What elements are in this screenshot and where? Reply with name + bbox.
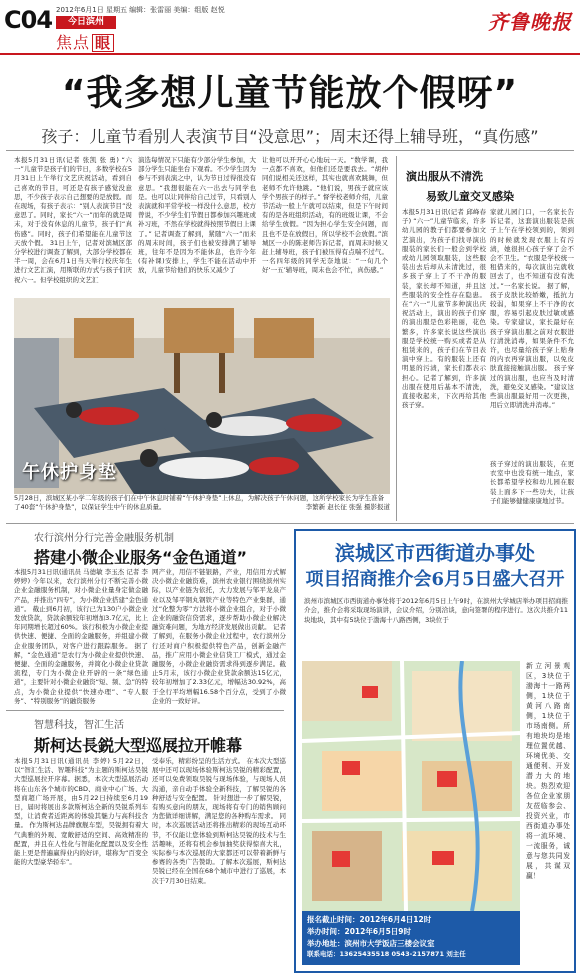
- ad-phone: 联系电话：13625435518 0543-2157871 刘主任: [307, 950, 466, 958]
- sidebar-title-1: 演出服从不清洗: [406, 170, 483, 183]
- divider: [6, 523, 574, 524]
- sidebar-body-col1: 本报5月31日讯(记者 邱峰春子) “六一”儿童节临来，许多幼儿园的教子们都要参加文艺演出，为孩子们找寻演出服装的家长们一般会到学校或幼儿园领取服装，这些服装出去后却从未清洗过，很多孩子穿上了不干净的服装，家长却不知道，并且这些服装的安全性存在隐患。 在“六一”儿童节多种演出庆祝活动上，演出的孩子们穿的演出服是色彩艳丽，花色繁多，许多家长说这些演出服是学校统一购买或者是从租赁来的，孩子们在节目表演中穿上。有的服装上还有明显的污渍，家长们都表示担心。记者了解到，许多演出服在使用后基本不清洗，直接收起来，下次再给其他孩子穿。: [402, 208, 486, 410]
- article-a-body-col2: 网产业，用信不链银路，产业，用信用方式解决小微企业融资难，滨州农业银行围绕滨州实际，以产业链为依托，大力发展与邹平龙泉产业以及邹平钢丸钢铁产业等特色产业集群，通过“化整为零”方法将小微企业组合，对于小微企业的融资信贷需求，逐步帮助小微企业解决融资难问题，为地方经济发展做出贡献。 记者了解到，在服务小微企业过程中，农行滨州分行还对商户积极提供特色产品，创新金融产品，推广应用小微企业信贷工厂模式，通过金融服务，小微企业融资需求得到逐步满足。截止5月末，该行小微企业贷款余额达15亿元，较年初增加了2.33亿元，增幅达30.92%，高于全行平均增幅16.58个百分点，受到了小微企业的一致好评。: [152, 568, 286, 705]
- sidebar-title-2: 易致儿童交叉感染: [426, 190, 514, 203]
- issue-meta: 2012年6月1日 星期五 编辑：张雷丽 美编：组版 赵悦: [56, 6, 225, 14]
- lead-subhead: 孩子：儿童节看别人表演节目“没意思”；周末还得上辅导班，“真伤感”: [41, 127, 539, 146]
- page-number: C04: [4, 6, 53, 34]
- lead-body-col1: 本报5月31日讯(记者 张凯 张 勇) “六一”儿童节是孩子们的节日，多数学校在5月31日上午举行文艺庆祝活动，看到自己喜欢的节目，可还是有孩子感觉没意思，不少孩子表示自己想要的是放假。而在现场，有孩子表示：“别人表演节目”没意思了。同时，家长“六一”而年的就是周末，对于没有休息的儿童节，孩子们“真伤感”。同时，孩子们希望能在儿童节这天放个假。 31日上午，记者对滨城区部分学校进行调查了解到，大部分学校都在半一周，会在6月1日当天举行校庆年生进行文艺汇演，用斯联的方式与孩子们庆祝六一。但学校组织的文艺汇: [14, 156, 132, 284]
- ad-time: 举办时间：2012年6月5日9时: [307, 927, 412, 936]
- ad-body-right: 新立河景观区，3块位于渤海十一路两侧，1块位于黄河八路南侧，1块位于市场南侧。所有地块均是地理位置优越、环境优美、交通便利、开发潜力大的地块。热烈欢迎各位企业家朋友莅临参会、投资兴业，市西街道办事处将一流环境、一流服务，诚意与您共同发展，共谋双赢！: [526, 662, 570, 880]
- photo-overlay-title: 午休护身垫: [22, 462, 117, 483]
- lead-body-col3: 让他可以开开心心地玩一天。“数学课，我一点都不喜欢，但他们还是要我去。“胡仲同们说相关还这样，其实也就喜欢跳舞，但老师不允许他跳。“他们说，男孩子就应该学个男孩子的样子。” 督学校老师介绍，儿童节活动一般上午就可以结束，但是下午时间有的是各班组织活动，有的班级让课，不会给学生放假。“因为担心学生安全问题，而且也不是在放假日，所以学校不会放假。”滨城区一小的陈老师告诉记者，而周末时候又赶上辅导班，孩子们被压得有点喘不过气。一名四年级的同学无奈地说：“一旬几个好‘一五’辅导班，周末也会不忙，真伤感。”: [262, 156, 388, 275]
- masthead-logo: 齐鲁晚报: [488, 10, 572, 34]
- column-name-boxed: 眼: [92, 34, 114, 52]
- ad-body: 滨州市滨城区市西街道办事处将于2012年6月5日上午9时，在滨州大学城店举办项目招商推介会，推介会将采取现场演讲，会议介绍，分别洽谈，意向签署的程序进行。这次共推介11块地块，其中有5块位于渤海十八路西侧，3块位于: [304, 597, 568, 624]
- lead-headline: “我多想儿童节能放个假呀”: [61, 73, 519, 114]
- article-a-title: 搭建小微企业服务“金色通道”: [34, 548, 248, 567]
- ad-address: 举办地址：滨州市大学饭店三楼会议室: [307, 939, 435, 948]
- section-label: 今日滨州: [56, 16, 116, 29]
- sidebar-body-col2: 家就儿园门口，一名家长告诉记者，这套演出服装是孩子上午在学校领到的，领到的时候就发现衣服上有污渍，她很担心孩子穿了会不会不卫生。“衣服是学校统一租借来的，每次演出完就收回去了，也不知道有没有洗过。”一名家长说。 据了解，孩子皮肤比较娇嫩，抵抗力较弱，如果穿上不干净的衣服，容易引起皮肤过敏或感染。专家建议，家长最好在孩子穿演出服之前对衣服进行清洗消毒，如果条件不允许，也尽量给孩子穿上贴身的内衣再穿演出服，以免皮肤直接接触演出服。 孩子穿过的演出服，也应当及时清洗，避免交叉感染。“建议这些演出服最好用一次更换，用后立即清洗并消毒。”: [490, 208, 574, 410]
- article-a-kicker: 农行滨州分行完善金融服务机制: [34, 533, 174, 544]
- investment-ad: [294, 529, 576, 973]
- article-b-title: 斯柯达長鋭大型巡展拉开帷幕: [34, 736, 243, 755]
- article-b-body-col1: 本报5月31日讯(通讯员 李婷) 5月22日，以“智汇生活、智趣科技”为主题的斯柯达昊锐大型巡展拉开序幕。据悉，本次大型巡展活动将在山东各个城市的CBD、商业中心广场、大型商超广场开展，由5月22日持续至6月19日，届时将展出多款斯柯达全新的昊锐系列车型，让消费者近距离的体验其魅力与高科技含量。 作为斯柯达品牌旗舰车型，昊锐拥有着大气典雅的外观、宽敞舒适的空间、高效精准的配置，并且在人性化与智能化配置以及安全性能上更是普遍赢得业内的好评，堪称为“百变全能的大型豪华轿车”。: [14, 757, 148, 867]
- map-illustration: [302, 661, 520, 911]
- article-b-body-col2: 受奉乐，精彩纷呈的生活方式。 在本次大型巡展中还可以现场体验斯柯达昊锐的精彩配置，还可以免费领取昊锐与现场体验，与现场人员沟通，亲自动手体验全新科技，了解昊锐的各种舒适与安全配置。 针对想进一步了解昊锐，有购买意向的朋友，现场将有专门的销售顾问为您做详细讲解，满足您的各种购车需求。 同时，本次巡展活动还将推出精彩的现场互动环节，不仅能让您体验到斯柯达昊锐的技术与生活趣味，还将有机会参加抽奖获得惊喜大礼，实际参与本次巡展的大家都还可以带着新鲜与参赛的各类广告赞助。了解本次巡展，斯柯达昊锐已经在全国在68个城市中进行了巡展，本次于7月30日结束。: [152, 757, 286, 885]
- page-header: [0, 0, 580, 55]
- lead-body-col2: 演选每情况下只能有少部分学生参加，大部分学生只能坐台下观看。不少学生因为参与不到表演之中，认为节日过得很没有意思。“我想很能在六一出去与同学也是。也可以让同伴给自己过节，只看别人表演就和平常学校一样没什么意思，校方曾说，不少学生们节假日都参加兴趣班或补习班，不然在学校就得按照节假日上课了。” 记者调查了解到，紧随“六一”而来的周末时间，孩子们也被安排满了辅导班，往年不是因为不能休息，也许今年(有补课)安排上，学生不能在活动中开放，儿童节给他们的快乐又减少了: [138, 156, 256, 275]
- photo-credit: 李繁新 赵长征 张强 摄影报道: [305, 503, 390, 511]
- article-a-body-col1: 本报5月31日讯(通讯员 马德敏 李玉杰 记者 李婷婷) 今年以来，农行滨州分行不断完善小微企业金融服务机制，对小微企业量身定做金融产品，并推出“四专”，为小微企业搭建“金色通道”。 截止到6月初，该行已为130户小微企业发放贷款，贷款余额较年初增加3.7亿元，比上年同期增长超过60%。该行积极为小微企业提供快速、便捷、全面的金融服务，并组建小微企业服务团队，对客户进行跟踪服务。 据了解，“金色通道”是农行为小微企业提供快速、便捷、全面的金融服务，并简化小微企业贷款流程，专门为小微企业开辟的一条“绿色通道”，主要针对小微企业融资“短、频、急”的特点，为小微企业提供“快速办理”、“专人服务”、“特别服务”的融资服务: [14, 568, 148, 705]
- ad-info-box: [302, 911, 520, 965]
- photo-caption: [14, 494, 390, 512]
- ad-deadline: 报名截止时间：2012年6月4日12时: [307, 915, 432, 924]
- column-divider: [396, 156, 397, 521]
- ad-title-2: 项目招商推介会6月5日盛大召开: [305, 569, 565, 590]
- article-b-kicker: 智慧科技，智汇生活: [34, 720, 124, 731]
- column-name-text: 焦点: [56, 33, 91, 52]
- divider: [6, 150, 574, 151]
- photo-caption-text: 5月28日，滨城区某小学二年级的孩子们在中午休息时铺着“午休护身垫”上休息，为解决孩子午休问题，这所学校家长为学生准备了40套“午休护身垫”，以保证学生中午的休息质量。: [14, 494, 385, 511]
- column-name: [56, 30, 114, 53]
- divider: [6, 710, 284, 711]
- sidebar-body-col3: 孩子穿过的演出服装，在更衣室中也没有统一地点，家长都希望学校和幼儿园在服装上面多下一些功夫，让孩子们能够健健康康地过节。: [490, 460, 574, 505]
- ad-title-1: 滨城区市西街道办事处: [335, 541, 535, 565]
